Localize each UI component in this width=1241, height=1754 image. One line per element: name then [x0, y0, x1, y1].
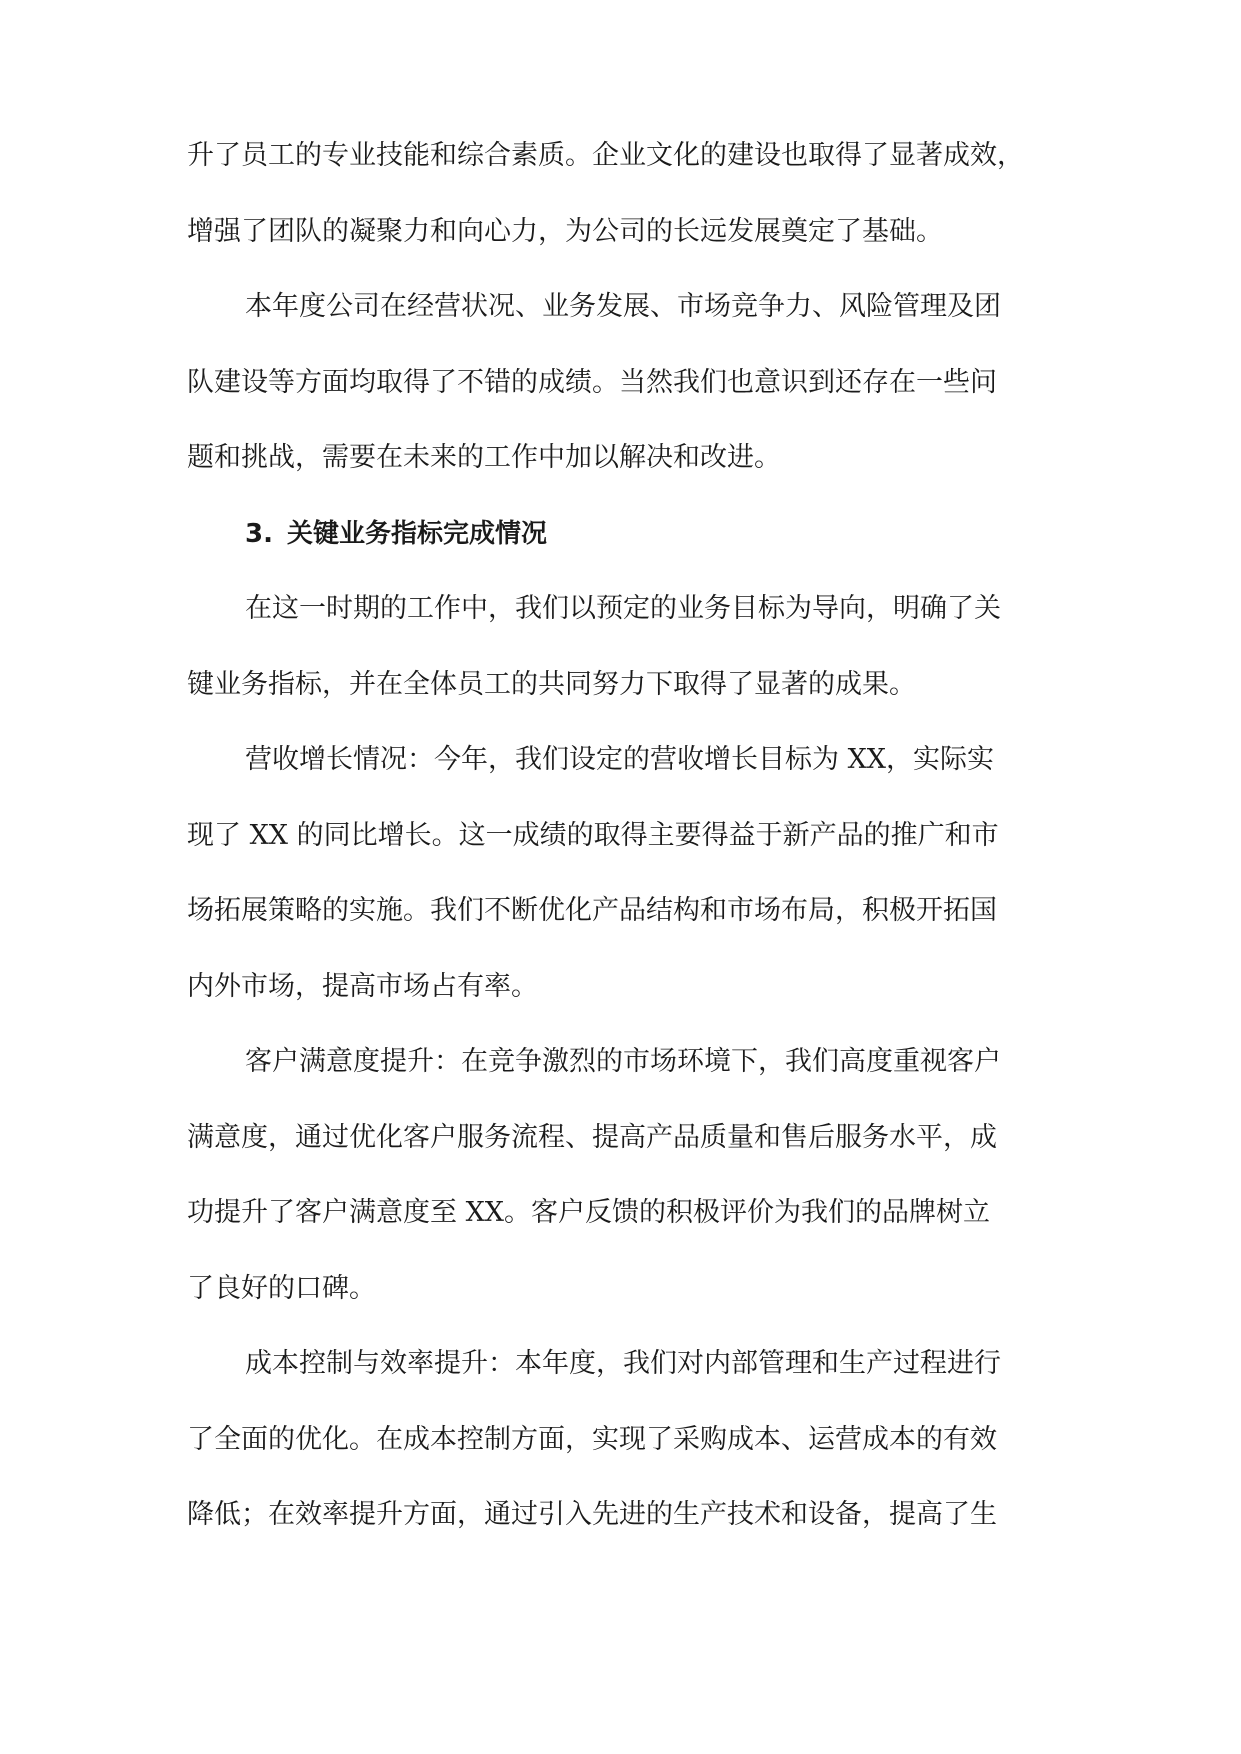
- document-body: [187, 141, 1067, 1576]
- paragraph-line: 客户满意度提升：在竞争激烈的市场环境下，我们高度重视客户: [245, 1046, 1001, 1077]
- paragraph-line: 满意度，通过优化客户服务流程、提高产品质量和售后服务水平，成: [187, 1121, 997, 1153]
- paragraph-line: 题和挑战，需要在未来的工作中加以解决和改进。: [187, 442, 781, 473]
- paragraph-line: 升了员工的专业技能和综合素质。企业文化的建设也取得了显著成效，: [187, 140, 1024, 171]
- paragraph-line: 键业务指标，并在全体员工的共同努力下取得了显著的成果。: [187, 668, 916, 700]
- paragraph-line: 增强了团队的凝聚力和向心力，为公司的长远发展奠定了基础。: [187, 215, 943, 247]
- paragraph-line: 场拓展策略的实施。我们不断优化产品结构和市场布局，积极开拓国: [187, 895, 997, 926]
- paragraph-line: 营收增长情况：今年，我们设定的营收增长目标为 XX，实际实: [245, 744, 995, 775]
- paragraph-line: 成本控制与效率提升：本年度，我们对内部管理和生产过程进行: [245, 1348, 1001, 1379]
- paragraph-line: 降低；在效率提升方面，通过引入先进的生产技术和设备，提高了生: [187, 1499, 997, 1530]
- paragraph-line: 功提升了客户满意度至 XX。客户反馈的积极评价为我们的品牌树立: [187, 1197, 991, 1228]
- paragraph-line: 内外市场，提高市场占有率。: [187, 970, 538, 1002]
- paragraph-line: 本年度公司在经营状况、业务发展、市场竞争力、风险管理及团: [245, 291, 1001, 322]
- paragraph-line: 了良好的口碑。: [187, 1272, 376, 1304]
- paragraph-line: 队建设等方面均取得了不错的成绩。当然我们也意识到还存在一些问: [187, 366, 997, 398]
- section-number: 3.: [245, 518, 273, 549]
- section-title: 关键业务指标完成情况: [287, 518, 548, 549]
- paragraph-line: 了全面的优化。在成本控制方面，实现了采购成本、运营成本的有效: [187, 1423, 997, 1455]
- paragraph-line: 在这一时期的工作中，我们以预定的业务目标为导向，明确了关: [245, 593, 1001, 624]
- paragraph-line: 现了 XX 的同比增长。这一成绩的取得主要得益于新产品的推广和市: [187, 819, 999, 851]
- section-heading: [187, 519, 1067, 549]
